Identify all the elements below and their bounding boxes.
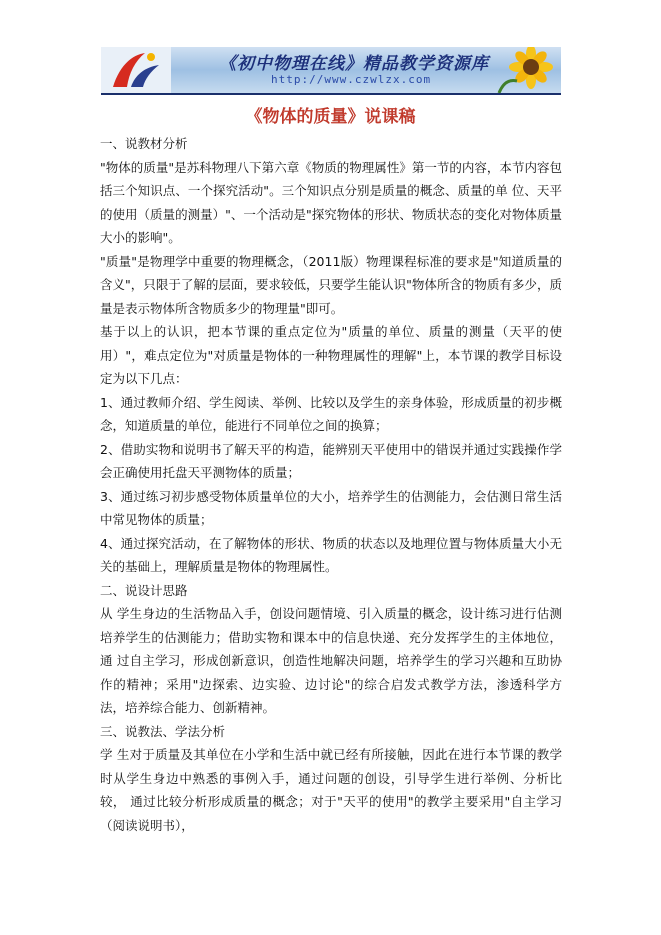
section-heading: 一、说教材分析 (100, 136, 188, 151)
paragraph: 3、通过练习初步感受物体质量单位的大小，培养学生的估测能力，会估测日常生活中常见物体的质量； (100, 488, 562, 527)
paragraph: 2、借助实物和说明书了解天平的构造，能辨别天平使用中的错误并通过实践操作学会正确使用托盘天平测物体的质量； (100, 441, 562, 480)
paragraph: 学 生对于质量及其单位在小学和生活中就已经有所接触，因此在进行本节课的教学时从学生身边中熟悉的事例入手，通过问题的创设，引导学生进行举例、分析比较， 通过比较分析形成质量的概念；对于"天平的使用"的教学主要采用"自主学习（阅读说明书）， (100, 747, 562, 833)
header-banner (101, 47, 561, 95)
logo-icon (101, 47, 171, 93)
document-body (100, 132, 562, 837)
paragraph: 基于以上的认识，把本节课的重点定位为"质量的单位、质量的测量（天平的使用）"，难点定位为"对质量是物体的一种物理属性的理解"上，本节课的教学目标设定为以下几点： (100, 324, 562, 386)
paragraph: 1、通过教师介绍、学生阅读、举例、比较以及学生的亲身体验，形成质量的初步概念，知道质量的单位，能进行不同单位之间的换算； (100, 394, 562, 433)
banner-url[interactable]: http://www.czwlzx.com (271, 73, 432, 86)
sunflower-icon (491, 47, 561, 93)
section-heading: 二、说设计思路 (100, 582, 188, 598)
paragraph: 从 学生身边的生活物品入手，创设问题情境、引入质量的概念，设计练习进行估测培养学生的估测能力；借助实物和课本中的信息快递、充分发挥学生的主体地位，通 过自主学习，形成创新意识，创造性地解决问题，培养学生的学习兴趣和互助协作的精神；采用"边探索、边实验、边讨论"的综合启发式教学方法，渗透科学方 法，培养综合能力、创新精神。 (100, 606, 562, 715)
banner-title: 《初中物理在线》精品教学资源库 (219, 54, 489, 74)
paragraph: "物体的质量"是苏科物理八下第六章《物质的物理属性》第一节的内容，本节内容包括三个知识点、一个探究活动"。三个知识点分别是质量的概念、质量的单 位、天平的使用（质量的测量）"、一个活动是"探究物体的形状、物质状态的变化对物体质量大小的影响"。 (100, 159, 562, 245)
paragraph: 4、通过探究活动，在了解物体的形状、物质的状态以及地理位置与物体质量大小无关的基础上，理解质量是物体的物理属性。 (100, 535, 562, 574)
document-title: 《物体的质量》说课稿 (245, 107, 416, 127)
paragraph: "质量"是物理学中重要的物理概念，（2011版）物理课程标准的要求是"知道质量的含义"，只限于了解的层面，要求较低，只要学生能认识"物体所含的物质有多少，质量是表示物体所含物质多少的物理量"即可。 (100, 253, 562, 316)
section-heading: 三、说教法、学法分析 (100, 723, 226, 739)
